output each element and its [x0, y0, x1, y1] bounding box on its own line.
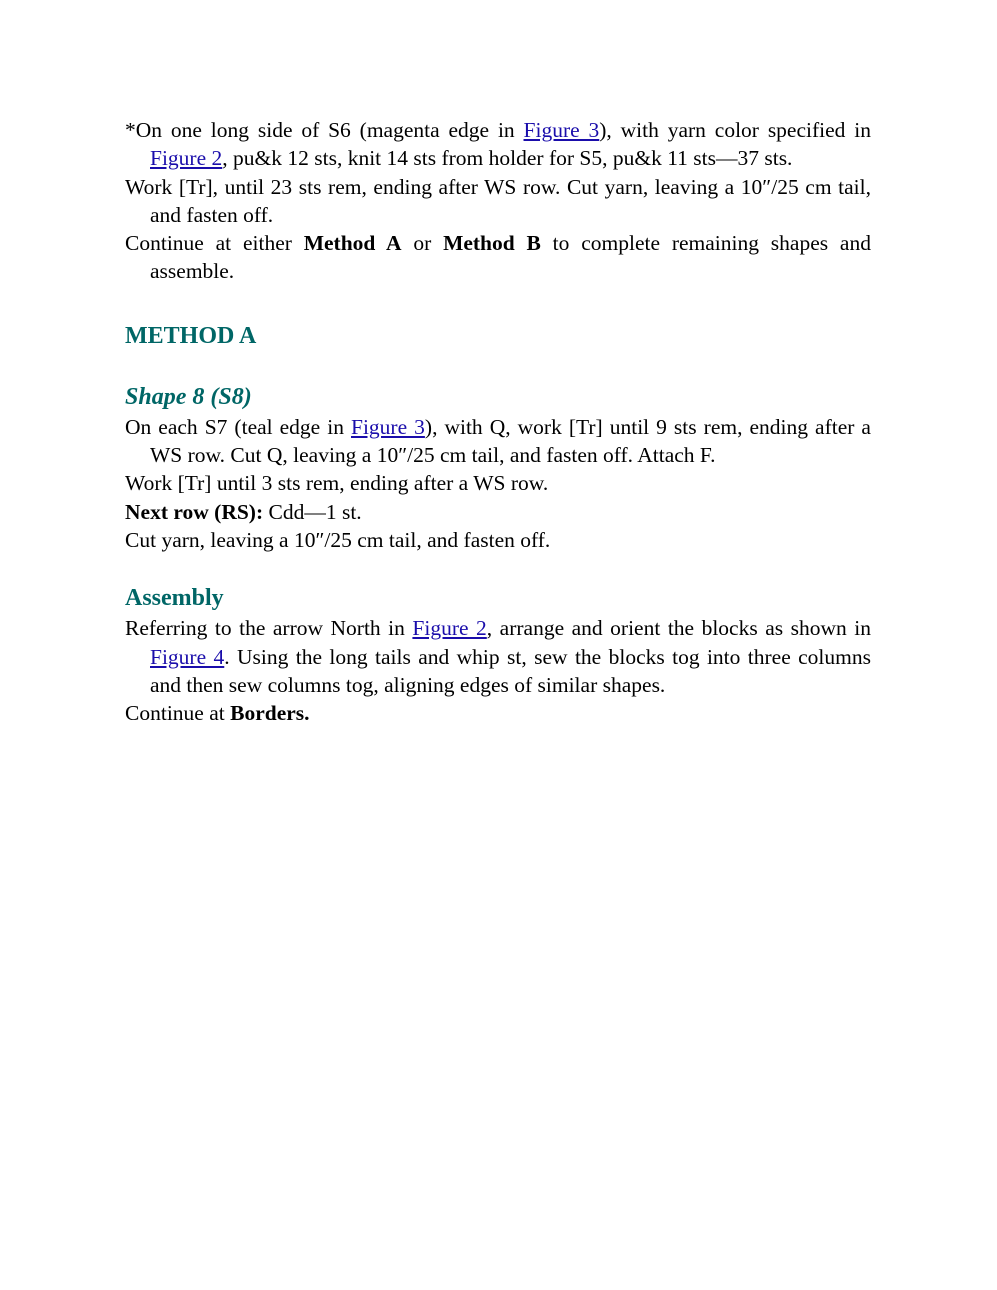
document-page [125, 116, 871, 727]
paragraph-work-tr-3: Work [Tr] until 3 sts rem, ending after a WS row. [125, 471, 549, 496]
text-run: On each S7 (teal edge in [125, 414, 351, 439]
text-run: or [401, 231, 444, 256]
text-run: , arrange and orient the blocks as shown in [486, 616, 871, 641]
paragraph-cut-yarn: Cut yarn, leaving a 10″/25 cm tail, and fasten off. [125, 527, 551, 552]
text-run: Cdd—1 st. [263, 499, 362, 524]
figure-2-link[interactable]: Figure 2 [412, 616, 487, 641]
figure-3-link[interactable]: Figure 3 [351, 414, 425, 439]
text-run: . Using the long tails and whip st, sew the blocks tog into three columns and then sew columns tog, aligning edges of similar shapes. [150, 644, 871, 697]
paragraph-next-row [125, 498, 871, 526]
text-run: ), with yarn color specified in [599, 118, 871, 142]
text-run: , pu&k 12 sts, knit 14 sts from holder for S5, pu&k 11 sts—37 sts. [222, 146, 793, 171]
paragraph-pickup [125, 116, 871, 173]
method-a-reference: Method A [303, 231, 402, 256]
paragraph-continue [125, 229, 871, 286]
method-a-heading: METHOD A [125, 322, 257, 349]
assembly-heading: Assembly [125, 585, 224, 612]
text-run: Referring to the arrow North in [125, 616, 413, 641]
borders-reference: Borders. [230, 701, 310, 726]
next-row-label: Next row (RS): [125, 499, 264, 524]
figure-4-link[interactable]: Figure 4 [150, 644, 225, 669]
paragraph-work-tr: Work [Tr], until 23 sts rem, ending after WS row. Cut yarn, leaving a 10″/25 cm tail, and fasten off. [125, 174, 871, 227]
paragraph-s7 [125, 413, 871, 470]
shape-8-heading: Shape 8 (S8) [125, 383, 252, 410]
paragraph-continue-borders [125, 699, 871, 727]
text-run: ), with Q, work [Tr] until 9 sts rem, ending after a WS row. Cut Q, leaving a 10″/25 cm tail, and fasten off. Attach F. [150, 414, 871, 468]
figure-2-link[interactable]: Figure 2 [150, 146, 223, 171]
figure-3-link[interactable]: Figure 3 [523, 118, 600, 142]
text-run: *On one long side of S6 (magenta edge in [125, 118, 524, 142]
paragraph-assembly [125, 614, 871, 699]
text-run: Continue at [125, 701, 231, 726]
text-run: to complete remaining shapes and assemble. [150, 231, 871, 284]
text-run: Continue at either [125, 231, 304, 256]
method-b-reference: Method B [443, 231, 541, 256]
